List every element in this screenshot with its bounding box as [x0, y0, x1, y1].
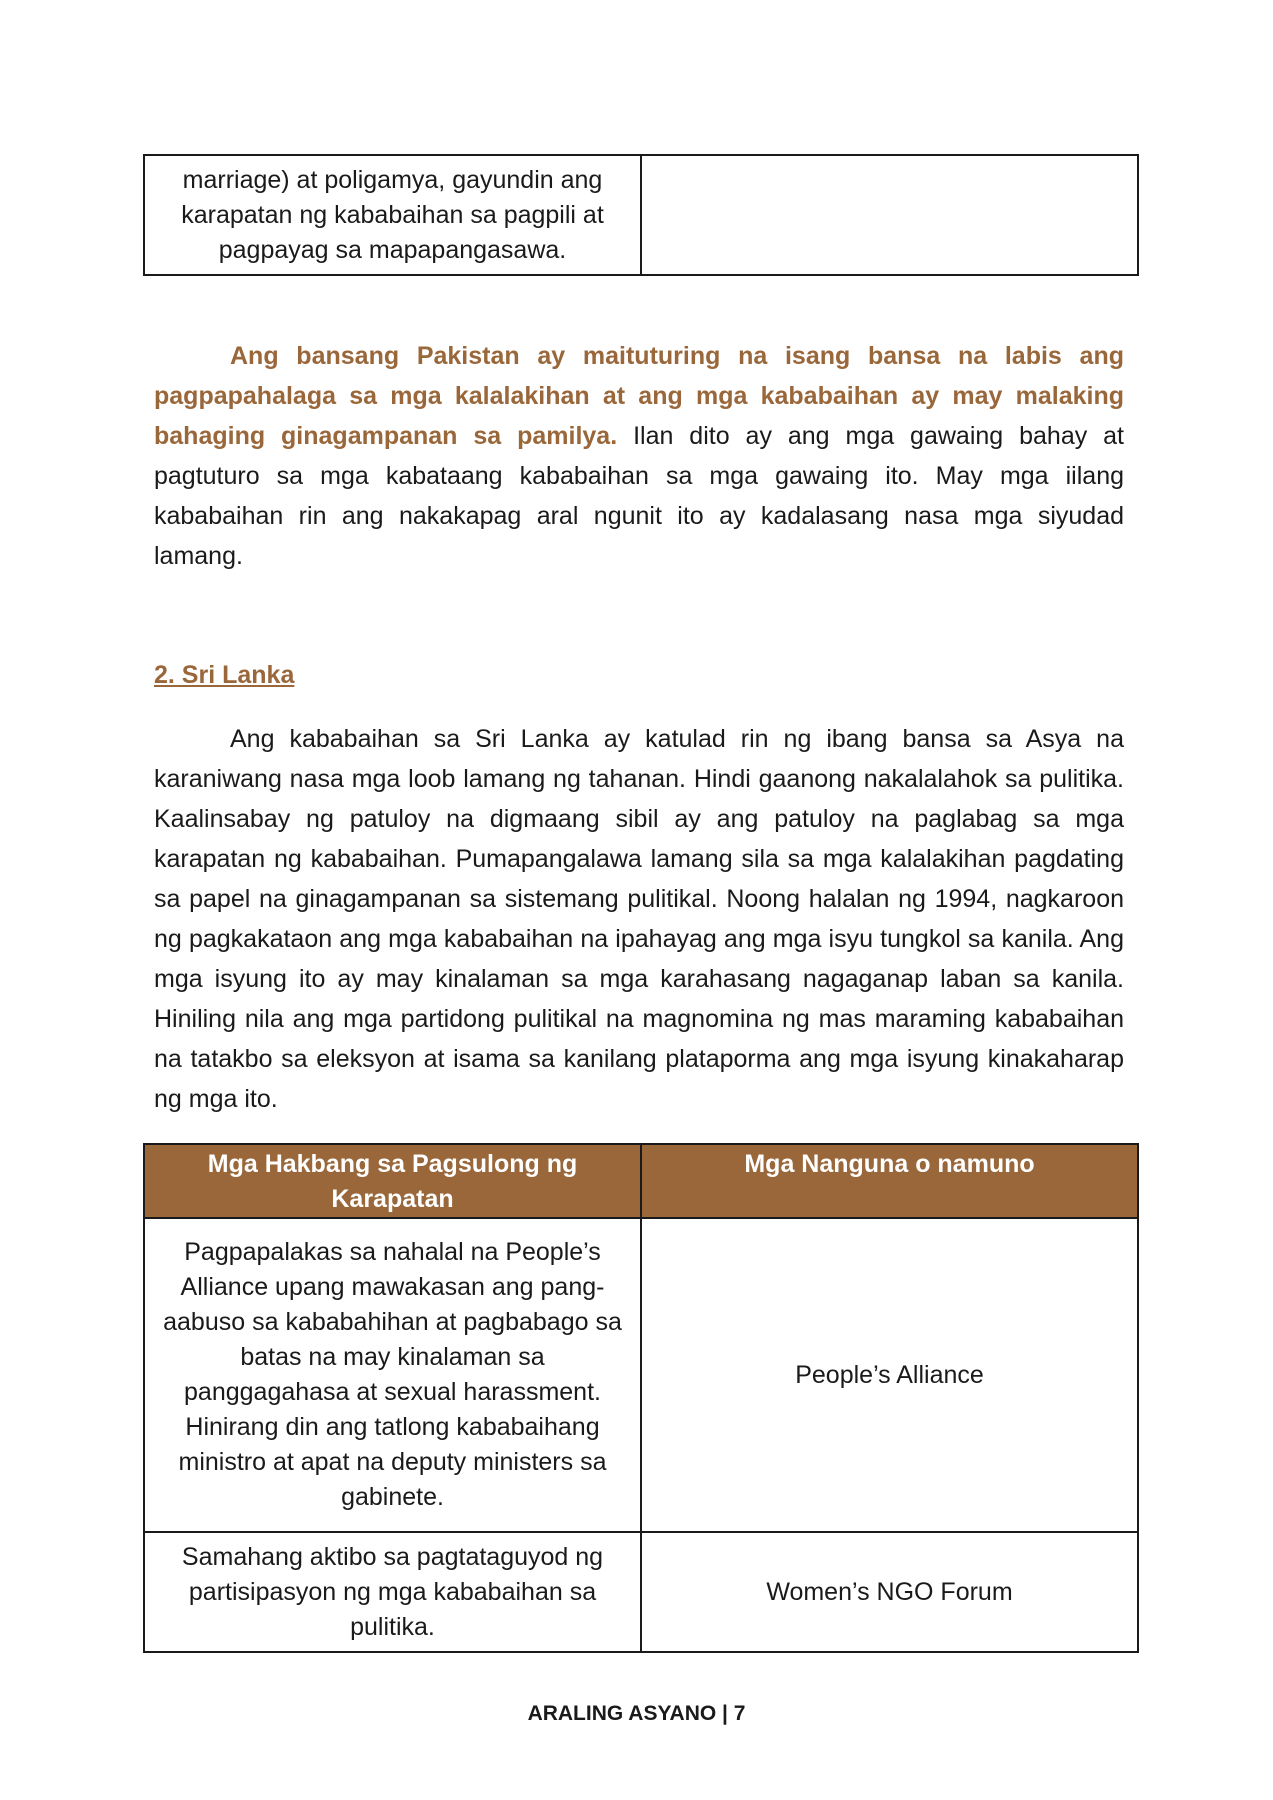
- continued-table: [143, 154, 1139, 276]
- page-footer: ARALING ASYANO | 7: [527, 1702, 746, 1725]
- table-cell-step: Pagpapalakas sa nahalal na People’s Alliance upang mawakasan ang pang-aabuso sa kababahihan at pagbabago sa batas na may kinalaman sa panggagahasa at sexual harassment. Hinirang din ang tatlong kababaihang ministro at apat na deputy ministers sa gabinete.: [144, 1218, 641, 1532]
- sri-lanka-paragraph: [154, 719, 1124, 1119]
- table-cell-leader: [641, 155, 1138, 275]
- table-cell-step: Samahang aktibo sa pagtataguyod ng partisipasyon ng mga kababaihan sa pulitika.: [144, 1532, 641, 1652]
- table-cell-leader: Women’s NGO Forum: [641, 1532, 1138, 1652]
- table-cell-leader: People’s Alliance: [641, 1218, 1138, 1532]
- table-row: [144, 1218, 1138, 1532]
- pakistan-paragraph: [154, 336, 1124, 576]
- pakistan-emphasis: Ang bansang Pakistan ay maituturing na isang bansa na labis ang pagpapahalaga sa mga kalalakihan at ang mga kababaihan ay may malaking bahaging ginagampanan sa pamilya.: [154, 342, 1124, 450]
- table-header-row: [144, 1144, 1138, 1218]
- table-cell-step: marriage) at poligamya, gayundin ang karapatan ng kababaihan sa pagpili at pagpayag sa mapapangasawa.: [144, 155, 641, 275]
- section-heading-sri-lanka: 2. Sri Lanka: [154, 661, 295, 689]
- sri-lanka-body: Ang kababaihan sa Sri Lanka ay katulad rin ng ibang bansa sa Asya na karaniwang nasa mga loob lamang ng tahanan. Hindi gaanong nakalalahok sa pulitika. Kaalinsabay ng patuloy na digmaang sibil ay ang patuloy na paglabag sa mga karapatan ng kababaihan. Pumapangalawa lamang sila sa mga kalalakihan pagdating sa papel na ginagampanan sa sistemang pulitikal. Noong halalan ng 1994, nagkaroon ng pagkakataon ang mga kababaihan na ipahayag ang mga isyu tungkol sa kanila. Ang mga isyung ito ay may kinalaman sa mga karahasang nagaganap laban sa kanila. Hiniling nila ang mga partidong pulitikal na magnomina ng mas maraming kababaihan na tatakbo sa eleksyon at isama sa kanilang plataporma ang mga isyung kinakaharap ng mga ito.: [154, 725, 1124, 1113]
- pakistan-body: Ilan dito ay ang mga gawaing bahay at pagtuturo sa mga kabataang kababaihan sa mga gawaing ito. May mga iilang kababaihan rin ang nakakapag aral ngunit ito ay kadalasang nasa mga siyudad lamang.: [154, 422, 1124, 570]
- sri-lanka-rights-table: [143, 1143, 1139, 1653]
- header-leaders: Mga Nanguna o namuno: [641, 1144, 1138, 1218]
- table-row: [144, 1532, 1138, 1652]
- table-row: [144, 155, 1138, 275]
- header-steps: Mga Hakbang sa Pagsulong ng Karapatan: [144, 1144, 641, 1218]
